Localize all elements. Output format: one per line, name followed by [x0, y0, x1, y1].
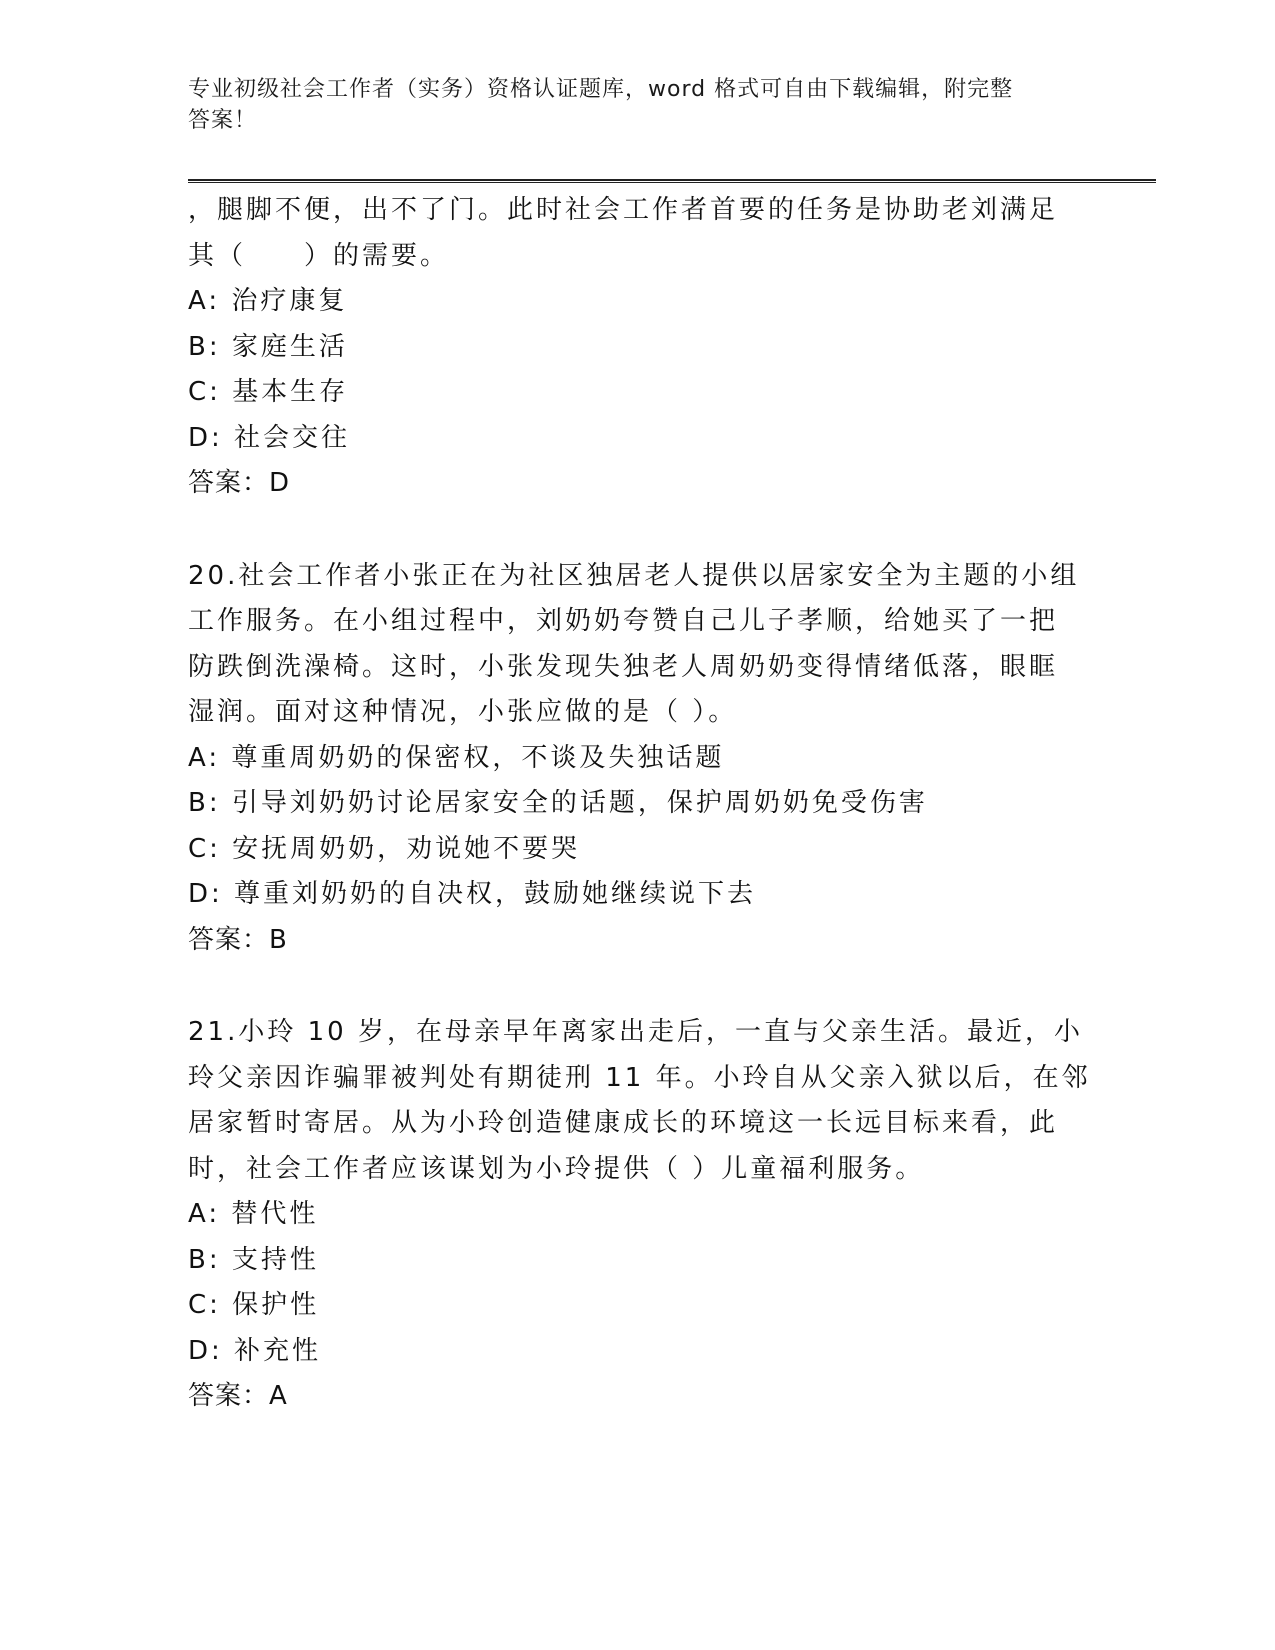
- option-b: B: 支持性: [188, 1244, 319, 1275]
- question-21: [188, 1010, 1091, 1420]
- option-c: C: 基本生存: [188, 377, 349, 407]
- question-content: [188, 188, 1091, 1420]
- answer-line: 答案：A: [188, 1381, 288, 1411]
- option-a: A: 替代性: [188, 1199, 319, 1229]
- option-a: A: 治疗康复: [188, 286, 348, 316]
- answer-line: 答案：B: [188, 924, 288, 955]
- question-stem-line: ，腿脚不便，出不了门。此时社会工作者首要的任务是协助老刘满足: [188, 195, 1059, 225]
- header-line-1: 专业初级社会工作者（实务）资格认证题库，word 格式可自由下载编辑，附完整: [188, 77, 1014, 102]
- header-line-2: 答案！: [188, 108, 258, 133]
- option-b: B: 家庭生活: [188, 331, 348, 362]
- option-a: A: 尊重周奶奶的保密权，不谈及失独话题: [188, 742, 725, 773]
- question-stem-line: 湿润。面对这种情况，小张应做的是（ ）。: [188, 697, 738, 727]
- question-stem-line: 其（ ）的需要。: [188, 240, 450, 271]
- question-stem-line: 工作服务。在小组过程中，刘奶奶夸赞自己儿子孝顺，给她买了一把: [188, 606, 1059, 636]
- question-previous: [188, 188, 1088, 507]
- answer-line: 答案：D: [188, 468, 291, 498]
- option-d: D: 社会交往: [188, 422, 351, 453]
- question-stem-line: 21.小玲 10 岁，在母亲早年离家出走后，一直与父亲生活。最近，小: [188, 1017, 1083, 1047]
- question-stem-line: 玲父亲因诈骗罪被判处有期徒刑 11 年。小玲自从父亲入狱以后，在邻: [188, 1062, 1091, 1093]
- option-b: B: 引导刘奶奶讨论居家安全的话题，保护周奶奶免受伤害: [188, 788, 928, 818]
- option-d: D: 尊重刘奶奶的自决权，鼓励她继续说下去: [188, 879, 757, 909]
- question-stem-line: 时，社会工作者应该谋划为小玲提供（ ）儿童福利服务。: [188, 1153, 925, 1184]
- option-c: C: 安抚周奶奶，劝说她不要哭: [188, 833, 581, 864]
- option-c: C: 保护性: [188, 1290, 320, 1320]
- spacer: [188, 963, 1088, 1010]
- question-20: [188, 554, 1088, 964]
- spacer: [188, 507, 1088, 554]
- question-stem-line: 居家暂时寄居。从为小玲创造健康成长的环境这一长远目标来看，此: [188, 1108, 1059, 1138]
- question-stem-line: 防跌倒洗澡椅。这时，小张发现失独老人周奶奶变得情绪低落，眼眶: [188, 651, 1059, 682]
- page-header: [188, 74, 1088, 136]
- option-d: D: 补充性: [188, 1335, 322, 1366]
- question-stem-line: 20.社会工作者小张正在为社区独居老人提供以居家安全为主题的小组: [188, 560, 1080, 591]
- header-divider: [188, 179, 1156, 183]
